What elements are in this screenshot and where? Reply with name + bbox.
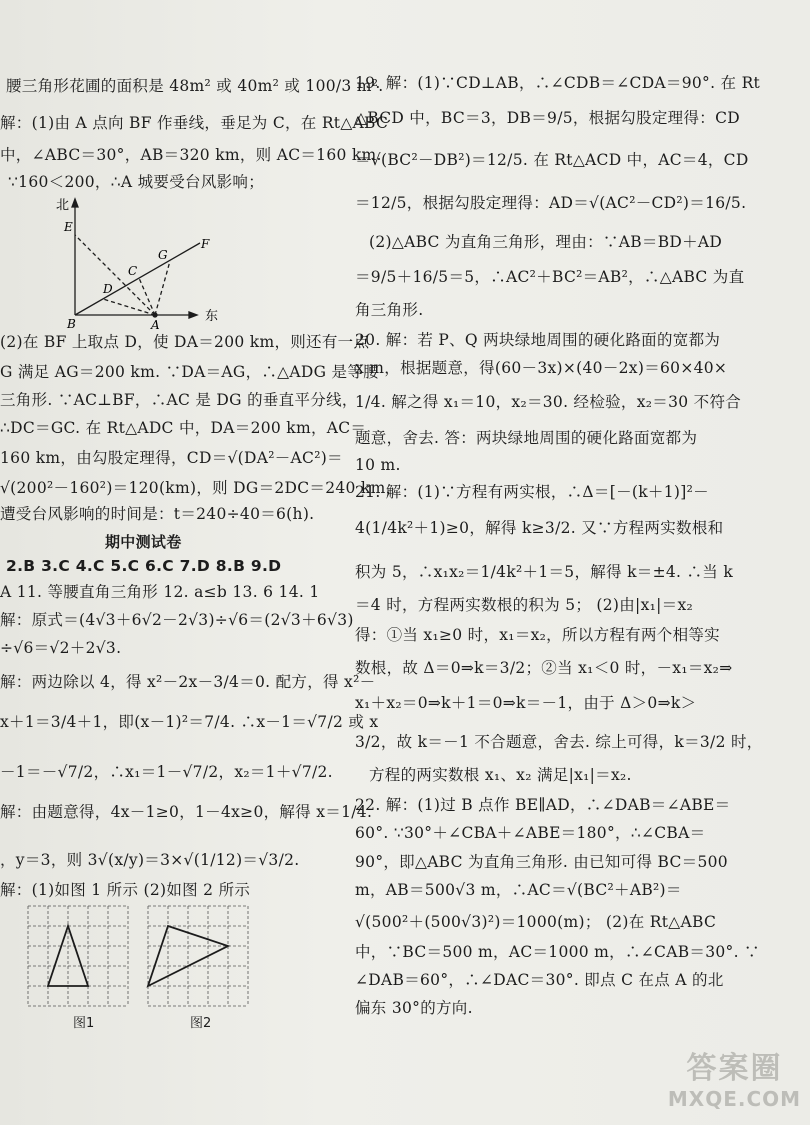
- figure-1-grid: [26, 904, 132, 1010]
- point-c-label: C: [128, 264, 138, 278]
- point-g-label: G: [158, 248, 168, 262]
- right-line-16: ＝4 时，方程两实数根的积为 5； (2)由|x₁|＝x₂: [355, 596, 694, 614]
- watermark-top-text: 答案圈: [686, 1051, 783, 1086]
- right-line-28: ∠DAB＝60°，∴∠DAC＝30°. 即点 C 在点 A 的北: [355, 971, 724, 989]
- right-line-12: 10 m.: [355, 456, 401, 474]
- right-line-2: △BCD 中，BC＝3，DB＝9/5，根据勾股定理得：CD: [355, 109, 740, 127]
- left-line-8: ∴DC＝GC. 在 Rt△ADC 中，DA＝200 km，AC＝: [0, 419, 367, 437]
- left-line-18: 解：由题意得，4x－1≥0，1－4x≥0，解得 x＝1/4.: [0, 803, 373, 821]
- right-line-9: x m，根据题意，得(60－3x)×(40－2x)＝60×40×: [355, 359, 728, 377]
- left-line-17: －1＝－√7/2，∴x₁＝1－√7/2，x₂＝1＋√7/2.: [0, 763, 333, 781]
- right-line-27: 中，∵BC＝500 m，AC＝1000 m，∴∠CAB＝30°. ∵: [355, 943, 760, 961]
- right-line-7: 角三角形.: [355, 301, 424, 319]
- point-e-label: E: [64, 220, 73, 234]
- left-line-13: 解：原式＝(4√3＋6√2－2√3)÷√6＝(2√3＋6√3): [0, 611, 354, 629]
- left-line-5: (2)在 BF 上取点 D，使 DA＝200 km，则还有一点: [0, 333, 370, 351]
- right-line-20: 3/2，故 k＝－1 不合题意，舍去. 综上可得，k＝3/2 时，: [355, 733, 763, 751]
- right-line-5: (2)△ABC 为直角三角形，理由：∵AB＝BD＋AD: [369, 233, 723, 251]
- section-title: 期中测试卷: [105, 533, 182, 551]
- left-line-19: ，y＝3，则 3√(x/y)＝3×√(1/12)＝√3/2.: [0, 851, 300, 869]
- right-line-14: 4(1/4k²＋1)≥0，解得 k≥3/2. 又∵方程两实数根和: [355, 519, 724, 537]
- left-line-6: G 满足 AG＝200 km. ∵DA＝AG，∴△ADG 是等腰: [0, 363, 379, 381]
- right-line-25: m，AB＝500√3 m，∴AC＝√(BC²＋AB²)＝: [355, 881, 682, 899]
- left-line-3: 中，∠ABC＝30°，AB＝320 km，则 AC＝160 km.: [0, 146, 382, 164]
- figure-2-caption: 图2: [190, 1016, 212, 1031]
- figure-2-grid: [146, 904, 252, 1010]
- left-line-4: ∵160＜200，∴A 城要受台风影响；: [8, 173, 265, 191]
- left-line-16: x＋1＝3/4＋1，即(x－1)²＝7/4. ∴x－1＝√7/2 或 x: [0, 713, 379, 731]
- right-line-19: x₁＋x₂＝0⇒k＋1＝0⇒k＝－1，由于 Δ＞0⇒k＞: [355, 694, 697, 712]
- left-line-20: 解：(1)如图 1 所示 (2)如图 2 所示: [0, 881, 251, 899]
- left-line-11: 遭受台风影响的时间是：t＝240÷40＝6(h).: [0, 505, 315, 523]
- left-line-9: 160 km，由勾股定理得，CD＝√(DA²－AC²)＝: [0, 449, 343, 467]
- north-label: 北: [55, 198, 69, 213]
- right-line-24: 90°，即△ABC 为直角三角形. 由已知可得 BC＝500: [355, 853, 728, 871]
- left-line-15: 解：两边除以 4，得 x²－2x－3/4＝0. 配方，得 x²－: [0, 673, 376, 691]
- left-line-10: √(200²－160²)＝120(km)，则 DG＝2DC＝240 km，: [0, 479, 402, 497]
- right-line-13: 21. 解：(1)∵方程有两实根，∴Δ＝[－(k＋1)]²－: [355, 483, 709, 501]
- point-d-label: D: [103, 282, 113, 296]
- right-line-3: ＝√(BC²－DB²)＝12/5. 在 Rt△ACD 中，AC＝4，CD: [355, 151, 749, 169]
- right-line-23: 60°. ∵30°＋∠CBA＋∠ABE＝180°，∴∠CBA＝: [355, 824, 706, 842]
- watermark-bottom-text: MXQE.COM: [667, 1087, 802, 1111]
- figure-1-caption: 图1: [73, 1016, 95, 1031]
- right-line-22: 22. 解：(1)过 B 点作 BE∥AD，∴∠DAB＝∠ABE＝: [355, 796, 731, 814]
- watermark-logo: [667, 1051, 802, 1121]
- right-line-18: 数根，故 Δ＝0⇒k＝3/2；②当 x₁＜0 时，－x₁＝x₂⇒: [355, 659, 733, 677]
- left-line-7: 三角形. ∵AC⊥BF，∴AC 是 DG 的垂直平分线，: [0, 391, 358, 409]
- point-f-label: F: [201, 237, 210, 251]
- right-line-1: 19. 解：(1)∵CD⊥AB，∴∠CDB＝∠CDA＝90°. 在 Rt: [355, 74, 761, 92]
- point-b-label: B: [67, 317, 76, 331]
- right-line-17: 得：①当 x₁≥0 时，x₁＝x₂，所以方程有两个相等实: [355, 626, 720, 644]
- left-line-14: ÷√6＝√2＋2√3.: [0, 639, 122, 657]
- right-line-6: ＝9/5＋16/5＝5，∴AC²＋BC²＝AB²，∴△ABC 为直: [355, 268, 745, 286]
- east-label: 东: [205, 309, 219, 324]
- left-line-2: 解：(1)由 A 点向 BF 作垂线，垂足为 C，在 Rt△ABC: [0, 114, 389, 132]
- right-line-29: 偏东 30°的方向.: [355, 999, 473, 1017]
- right-line-26: √(500²＋(500√3)²)＝1000(m)； (2)在 Rt△ABC: [355, 913, 717, 931]
- left-answers-row-1: 2.B 3.C 4.C 5.C 6.C 7.D 8.B 9.D: [6, 557, 282, 575]
- left-answers-row-2: A 11. 等腰直角三角形 12. a≤b 13. 6 14. 1: [0, 583, 320, 601]
- point-a-label: A: [151, 318, 160, 332]
- right-line-21: 方程的两实数根 x₁、x₂ 满足|x₁|＝x₂.: [369, 766, 632, 784]
- right-line-10: 1/4. 解之得 x₁＝10，x₂＝30. 经检验，x₂＝30 不符合: [355, 393, 742, 411]
- right-line-4: ＝12/5，根据勾股定理得：AD＝√(AC²－CD²)＝16/5.: [355, 194, 747, 212]
- right-line-8: 20. 解：若 P、Q 两块绿地周围的硬化路面的宽都为: [355, 331, 721, 349]
- typhoon-diagram: [55, 195, 230, 335]
- right-line-15: 积为 5，∴x₁x₂＝1/4k²＋1＝5，解得 k＝±4. ∴当 k: [355, 563, 734, 581]
- left-line-1: 腰三角形花圃的面积是 48m² 或 40m² 或 100/3 m².: [6, 77, 384, 95]
- right-line-11: 题意，舍去. 答：两块绿地周围的硬化路面宽都为: [355, 429, 698, 447]
